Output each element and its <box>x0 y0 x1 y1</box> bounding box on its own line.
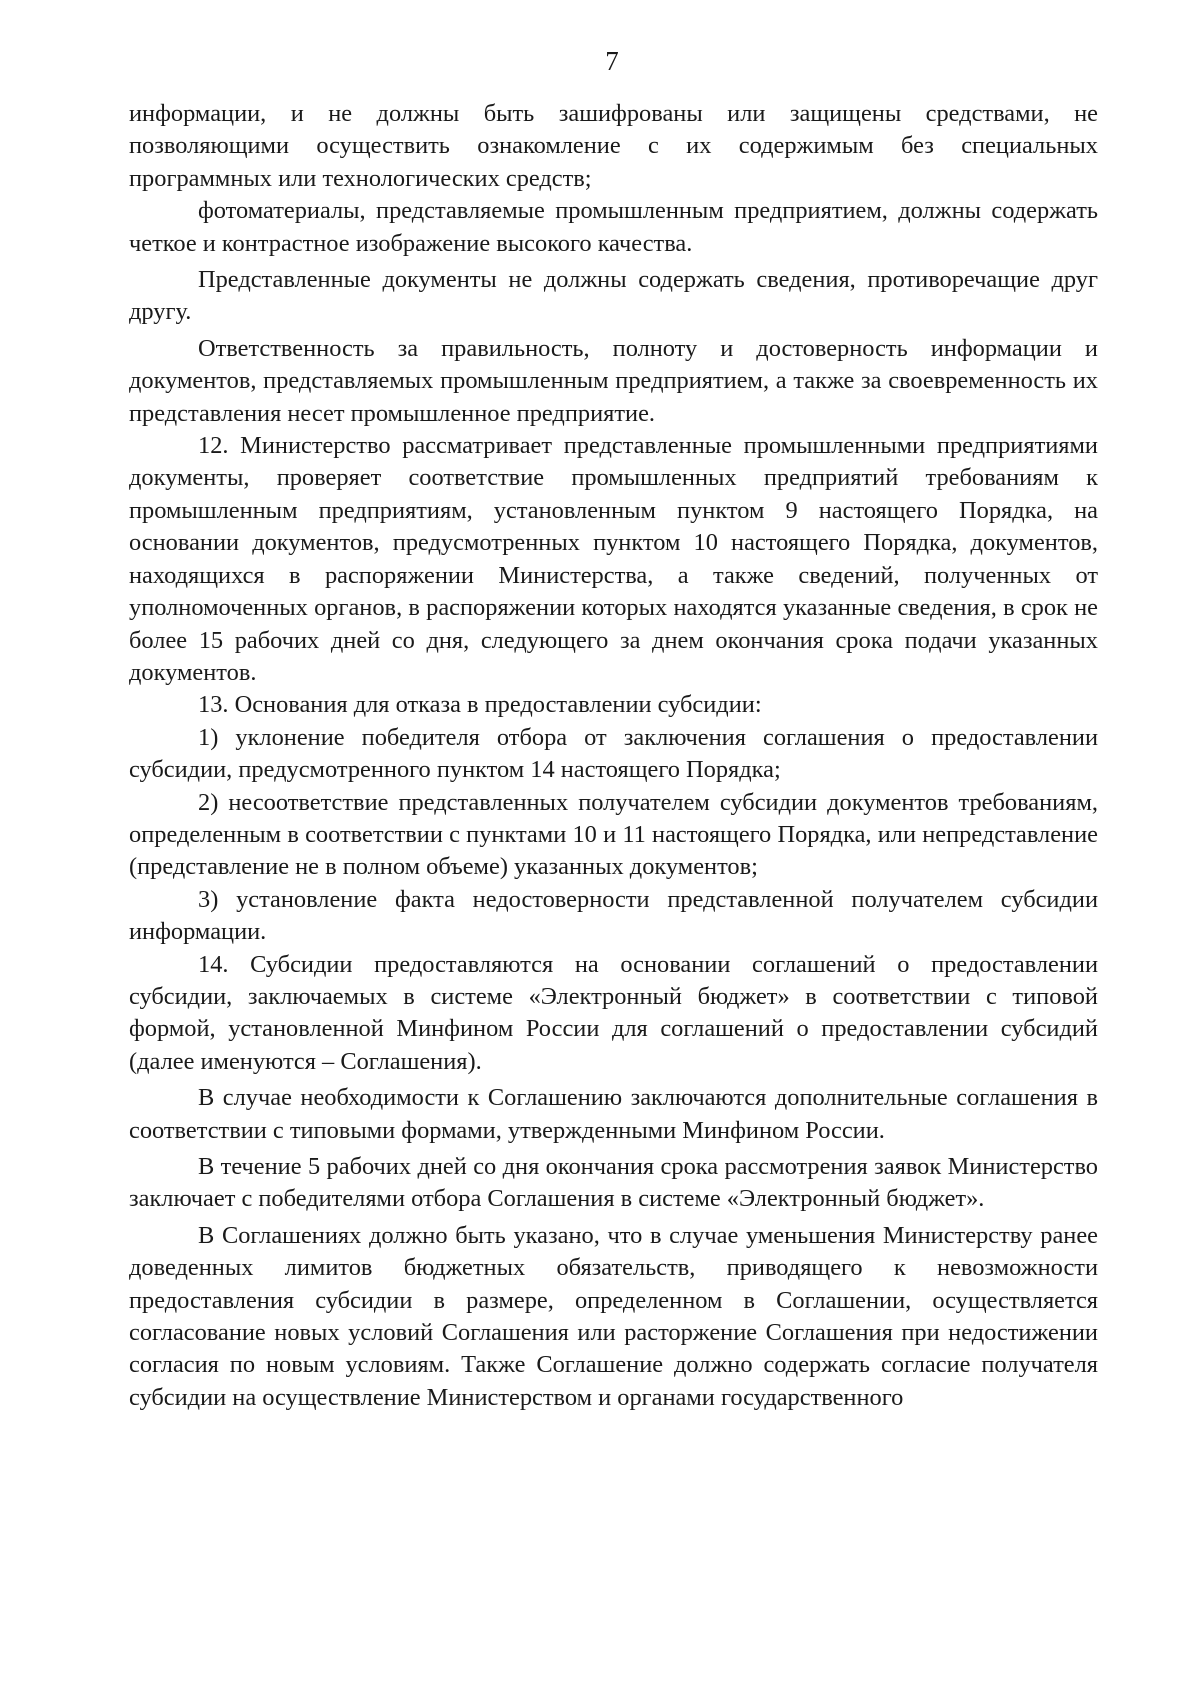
page-number: 7 <box>605 46 619 76</box>
document-body <box>129 98 1098 1414</box>
paragraph: 3) установление факта недостоверности представленной получателем субсидии информации. <box>129 885 1098 946</box>
paragraph: 2) несоответствие представленных получателем субсидии документов требованиям, определенным в соответствии с пунктами 10 и 11 настоящего Порядка, или непредставление (представление не в полном объеме) указанных документов; <box>129 788 1098 881</box>
paragraph: информации, и не должны быть зашифрованы или защищены средствами, не позволяющими осуществить ознакомление с их содержимым без специальных программных или технологических средств; <box>129 100 1098 192</box>
paragraph: 13. Основания для отказа в предоставлении субсидии: <box>198 691 762 719</box>
paragraph: 14. Субсидии предоставляются на основании соглашений о предоставлении субсидии, заключаемых в системе «Электронный бюджет» в соответствии с типовой формой, установленной Минфином России для соглашений о предоставлении субсидий (далее именуются – Соглашения). <box>129 950 1098 1075</box>
paragraph: Ответственность за правильность, полноту и достоверность информации и документов, представляемых промышленным предприятием, а также за своевременность их представления несет промышленное предприятие. <box>129 334 1098 427</box>
paragraph: В течение 5 рабочих дней со дня окончания срока рассмотрения заявок Министерство заключает с победителями отбора Соглашения в системе «Электронный бюджет». <box>129 1153 1098 1213</box>
paragraph: В Соглашениях должно быть указано, что в случае уменьшения Министерству ранее доведенных лимитов бюджетных обязательств, приводящего к невозможности предоставления субсидии в размере, определенном в Соглашении, осуществляется согласование новых условий Соглашения или расторжение Соглашения при недостижении согласия по новым условиям. Также Соглашение должно содержать согласие получателя субсидии на осуществление Министерством и органами государственного <box>129 1221 1098 1411</box>
paragraph: Представленные документы не должны содержать сведения, противоречащие друг другу. <box>129 266 1098 326</box>
paragraph: В случае необходимости к Соглашению заключаются дополнительные соглашения в соответствии с типовыми формами, утвержденными Минфином России. <box>129 1084 1098 1144</box>
paragraph: 12. Министерство рассматривает представленные промышленными предприятиями документы, проверяет соответствие промышленных предприятий требованиям к промышленным предприятиям, установленным пунктом 9 настоящего Порядка, на основании документов, предусмотренных пунктом 10 настоящего Порядка, документов, находящихся в распоряжении Министерства, а также сведений, полученных от уполномоченных органов, в распоряжении которых находятся указанные сведения, в срок не более 15 рабочих дней со дня, следующего за днем окончания срока подачи указанных документов. <box>129 432 1098 686</box>
paragraph: 1) уклонение победителя отбора от заключения соглашения о предоставлении субсидии, предусмотренного пунктом 14 настоящего Порядка; <box>129 723 1098 784</box>
paragraph: фотоматериалы, представляемые промышленным предприятием, должны содержать четкое и контрастное изображение высокого качества. <box>129 197 1098 257</box>
